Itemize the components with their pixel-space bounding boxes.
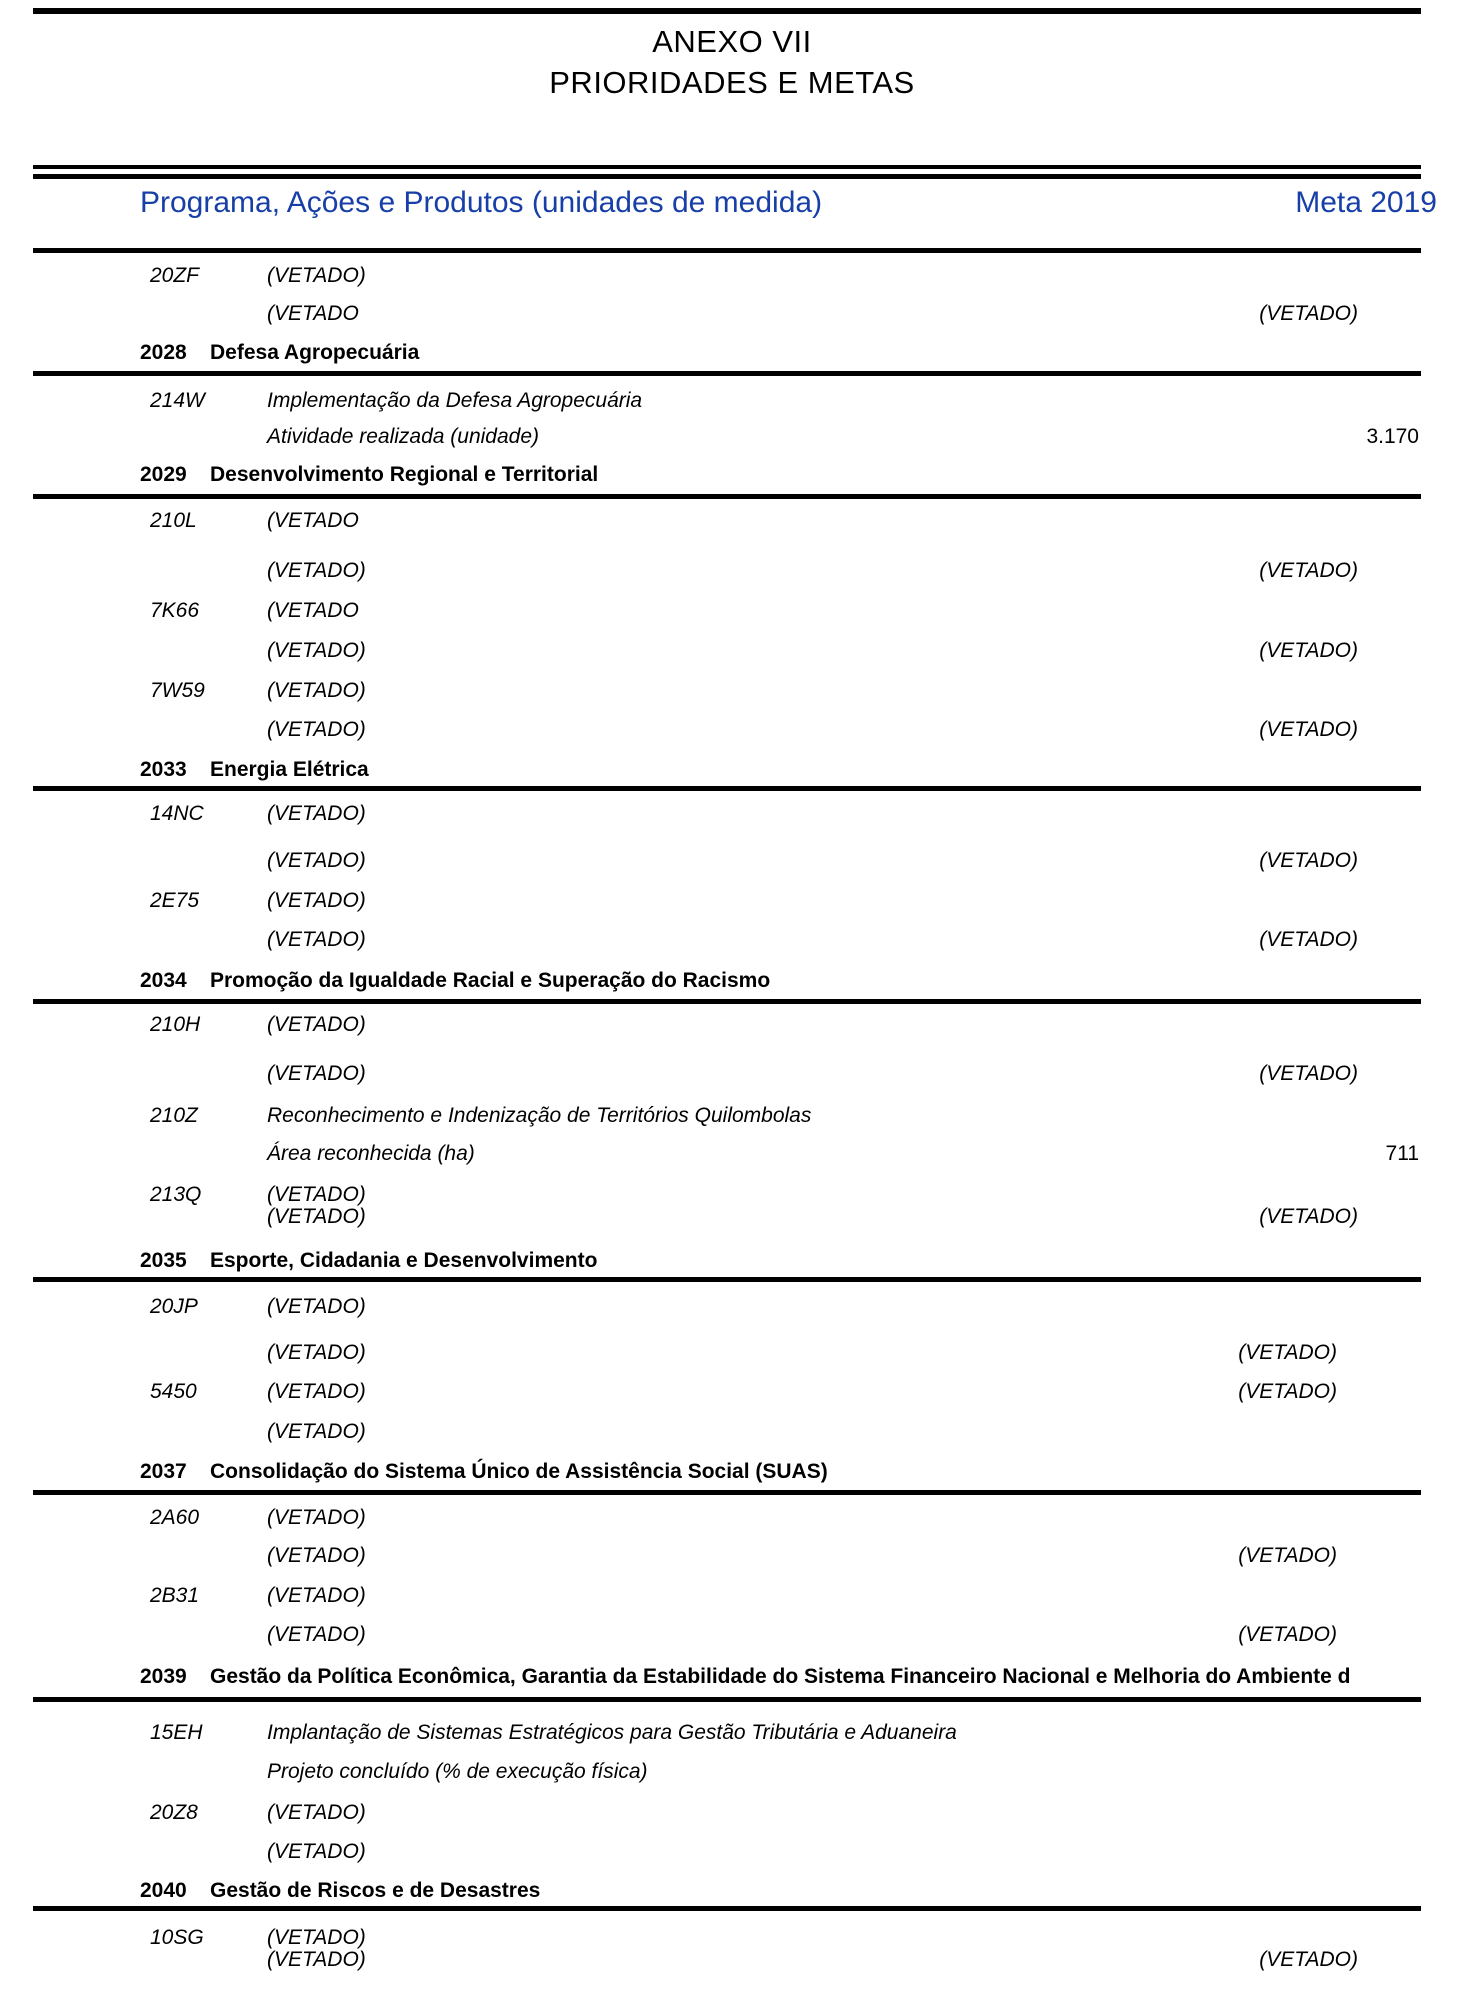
product-row [0,424,1464,450]
section-rule [33,1906,1421,1911]
product-row [0,1340,1464,1366]
section-rule [33,786,1421,791]
action-code: 7W59 [150,679,205,702]
column-header-programs: Programa, Ações e Produtos (unidades de medida) [140,186,823,219]
header-rule [33,248,1421,253]
section-rule [33,371,1421,376]
action-row [0,1583,1464,1609]
row-description: Implementação da Defesa Agropecuária [267,389,643,412]
row-description: (VETADO [267,509,359,532]
meta-value: 3.170 [1366,425,1419,448]
action-code: 14NC [150,802,204,825]
program-code: 2037 [140,1460,187,1483]
row-description: (VETADO) [267,1295,366,1318]
row-description: (VETADO) [267,639,366,662]
row-description: (VETADO) [267,1341,366,1364]
action-code: 15EH [150,1721,203,1744]
action-code: 210L [150,509,197,532]
row-description: (VETADO) [267,802,366,825]
meta-value: (VETADO) [1259,1205,1358,1228]
program-code: 2040 [140,1879,187,1902]
row-description: (VETADO) [267,718,366,741]
double-rule-top [33,165,1421,169]
program-title: Consolidação do Sistema Único de Assistência Social (SUAS) [210,1460,828,1483]
action-row [0,1103,1464,1129]
action-row [0,1012,1464,1038]
action-row [0,1800,1464,1826]
action-code: 2B31 [150,1584,200,1607]
row-description: (VETADO) [267,1840,366,1863]
product-row [0,638,1464,664]
product-row [0,1622,1464,1648]
product-row [0,1759,1464,1785]
title-line-1: ANEXO VII [652,24,812,59]
product-row [0,927,1464,953]
program-code: 2035 [140,1249,187,1272]
row-description: Atividade realizada (unidade) [267,425,540,448]
action-row [0,388,1464,414]
meta-value: (VETADO) [1238,1544,1337,1567]
program-code: 2029 [140,463,187,486]
meta-value: (VETADO) [1259,718,1358,741]
row-description: (VETADO [267,599,359,622]
action-code: 2E75 [150,889,200,912]
program-row [0,340,1464,366]
action-row [0,598,1464,624]
action-row [0,678,1464,704]
action-row [0,508,1464,534]
row-description: Área reconhecida (ha) [267,1142,475,1165]
product-row [0,1543,1464,1569]
program-row [0,757,1464,783]
meta-value: (VETADO) [1259,1948,1358,1971]
meta-value: (VETADO) [1238,1341,1337,1364]
action-row [0,801,1464,827]
row-description: (VETADO) [267,849,366,872]
row-description: (VETADO) [267,1420,366,1443]
program-code: 2039 [140,1665,187,1688]
action-code: 2A60 [150,1506,200,1529]
title-line-2: PRIORIDADES E METAS [549,65,915,100]
row-description: Projeto concluído (% de execução física) [267,1760,648,1783]
product-row [0,301,1464,327]
section-rule [33,494,1421,499]
meta-value: (VETADO) [1259,559,1358,582]
action-code: 214W [150,389,205,412]
program-title: Gestão de Riscos e de Desastres [210,1879,541,1902]
row-description: (VETADO) [267,889,366,912]
action-row [0,1720,1464,1746]
section-rule [33,1277,1421,1282]
row-description: (VETADO) [267,264,366,287]
program-row [0,462,1464,488]
action-code: 20Z8 [150,1801,198,1824]
row-description: (VETADO) [267,679,366,702]
action-row [0,1379,1464,1405]
program-row [0,1459,1464,1485]
program-code: 2033 [140,758,187,781]
row-description: (VETADO) [267,1062,366,1085]
row-description: (VETADO) [267,1380,366,1403]
meta-value: (VETADO) [1259,1062,1358,1085]
section-rule [33,999,1421,1004]
meta-value: 711 [1385,1142,1419,1165]
row-description: (VETADO) [267,1544,366,1567]
program-code: 2034 [140,969,187,992]
meta-value: (VETADO) [1259,302,1358,325]
meta-value: (VETADO) [1238,1623,1337,1646]
action-code: 10SG [150,1926,204,1949]
row-description: (VETADO) [267,1948,366,1971]
program-row [0,1248,1464,1274]
program-title: Energia Elétrica [210,758,369,781]
product-row [0,1419,1464,1445]
meta-value: (VETADO) [1259,639,1358,662]
product-row [0,558,1464,584]
row-description: (VETADO) [267,1205,366,1228]
meta-value: (VETADO) [1259,928,1358,951]
row-description: (VETADO) [267,559,366,582]
row-description: (VETADO) [267,1013,366,1036]
product-row [0,1947,1464,1973]
action-row [0,1505,1464,1531]
action-code: 210Z [150,1104,198,1127]
action-row [0,263,1464,289]
action-row [0,1294,1464,1320]
product-row [0,1204,1464,1230]
row-description: Implantação de Sistemas Estratégicos para Gestão Tributária e Aduaneira [267,1721,957,1744]
action-code: 20ZF [150,264,200,287]
product-row [0,1839,1464,1865]
row-description: (VETADO) [267,1926,366,1949]
top-rule [33,8,1421,14]
action-row [0,888,1464,914]
document-title [0,21,1464,103]
section-rule [33,1490,1421,1495]
row-description: Reconhecimento e Indenização de Territórios Quilombolas [267,1104,812,1127]
action-code: 20JP [150,1295,198,1318]
section-rule [33,1697,1421,1702]
action-code: 210H [150,1013,201,1036]
program-code: 2028 [140,341,187,364]
product-row [0,1141,1464,1167]
row-description: (VETADO) [267,1506,366,1529]
program-title: Gestão da Política Econômica, Garantia da Estabilidade do Sistema Financeiro Nacional e Melhoria do Ambiente d [210,1665,1351,1688]
program-row [0,1664,1464,1690]
column-header-meta: Meta 2019 [1295,186,1437,219]
program-title: Desenvolvimento Regional e Territorial [210,463,599,486]
meta-value: (VETADO) [1238,1380,1337,1403]
double-rule-bottom [33,174,1421,179]
program-row [0,968,1464,994]
action-code: 7K66 [150,599,200,622]
program-title: Esporte, Cidadania e Desenvolvimento [210,1249,598,1272]
row-description: (VETADO) [267,1183,366,1206]
meta-value: (VETADO) [1259,849,1358,872]
row-description: (VETADO [267,302,359,325]
program-title: Defesa Agropecuária [210,341,420,364]
row-description: (VETADO) [267,1584,366,1607]
row-description: (VETADO) [267,928,366,951]
row-description: (VETADO) [267,1623,366,1646]
product-row [0,848,1464,874]
product-row [0,717,1464,743]
product-row [0,1061,1464,1087]
action-code: 5450 [150,1380,197,1403]
row-description: (VETADO) [267,1801,366,1824]
program-row [0,1878,1464,1904]
program-title: Promoção da Igualdade Racial e Superação do Racismo [210,969,771,992]
action-code: 213Q [150,1183,202,1206]
